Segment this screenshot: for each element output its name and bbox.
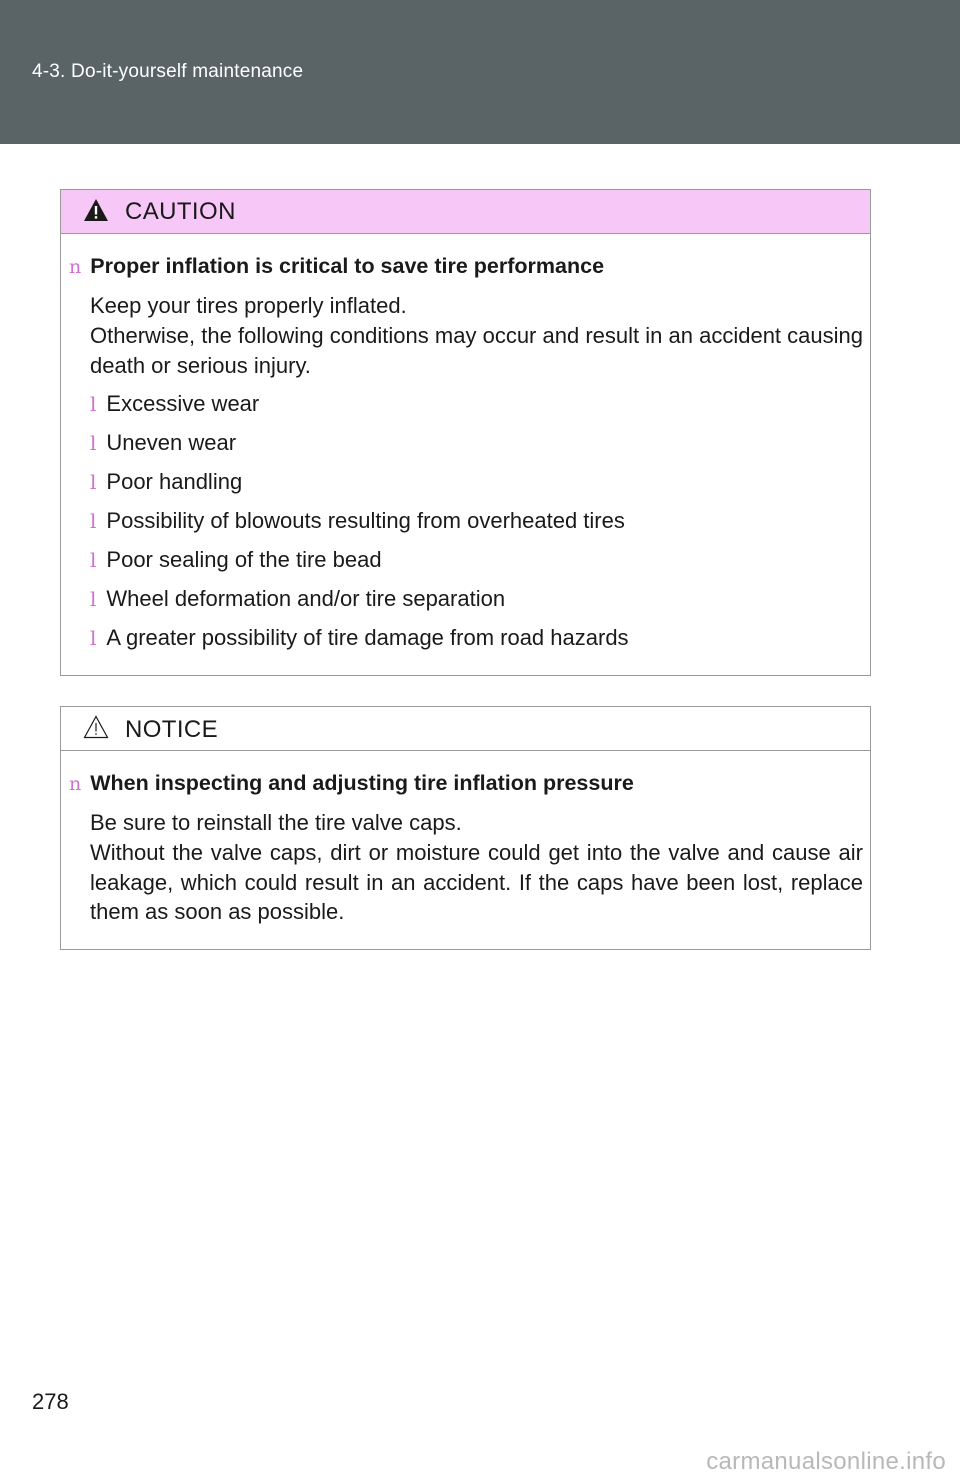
caution-title: CAUTION	[125, 198, 236, 225]
list-bullet: l	[90, 392, 97, 416]
notice-box	[60, 706, 871, 950]
caution-box	[60, 189, 871, 676]
list-item: l Poor handling	[90, 469, 243, 494]
page-header	[0, 0, 960, 144]
caution-paragraph-1: Keep your tires properly inflated.	[90, 293, 407, 318]
notice-title: NOTICE	[125, 716, 219, 743]
list-bullet: l	[90, 587, 97, 611]
page-number: 278	[32, 1389, 69, 1414]
list-item: l Excessive wear	[90, 391, 260, 416]
list-item: l Wheel deformation and/or tire separation	[90, 586, 506, 611]
list-bullet: l	[90, 509, 97, 533]
notice-paragraph-1: Be sure to reinstall the tire valve caps.	[90, 810, 462, 835]
list-item: l A greater possibility of tire damage from road hazards	[90, 625, 629, 650]
caution-heading-text: Proper inflation is critical to save tire performance	[90, 254, 605, 278]
list-item: l Possibility of blowouts resulting from overheated tires	[90, 508, 625, 533]
heading-bullet: n	[69, 256, 82, 278]
notice-heading	[69, 771, 634, 796]
list-bullet: l	[90, 470, 97, 494]
caution-paragraph-2: Otherwise, the following conditions may occur and result in an accident causing death or serious injury.	[90, 323, 863, 378]
notice-paragraph-2: Without the valve caps, dirt or moisture could get into the valve and cause air leakage, which could result in an accident. If the caps have been lost, replace them as soon as possible.	[90, 840, 863, 924]
heading-bullet: n	[69, 773, 82, 795]
list-item: l Poor sealing of the tire bead	[90, 547, 382, 572]
list-item: l Uneven wear	[90, 430, 237, 455]
notice-header	[61, 707, 870, 751]
list-bullet: l	[90, 626, 97, 650]
caution-header	[61, 190, 870, 234]
watermark: carmanualsonline.info	[706, 1448, 946, 1475]
warning-icon	[83, 198, 109, 222]
list-bullet: l	[90, 548, 97, 572]
list-bullet: l	[90, 431, 97, 455]
caution-heading	[69, 254, 604, 279]
section-title: 4-3. Do-it-yourself maintenance	[32, 61, 304, 82]
notice-heading-text: When inspecting and adjusting tire inflation pressure	[90, 771, 634, 795]
notice-warning-icon	[83, 715, 109, 739]
